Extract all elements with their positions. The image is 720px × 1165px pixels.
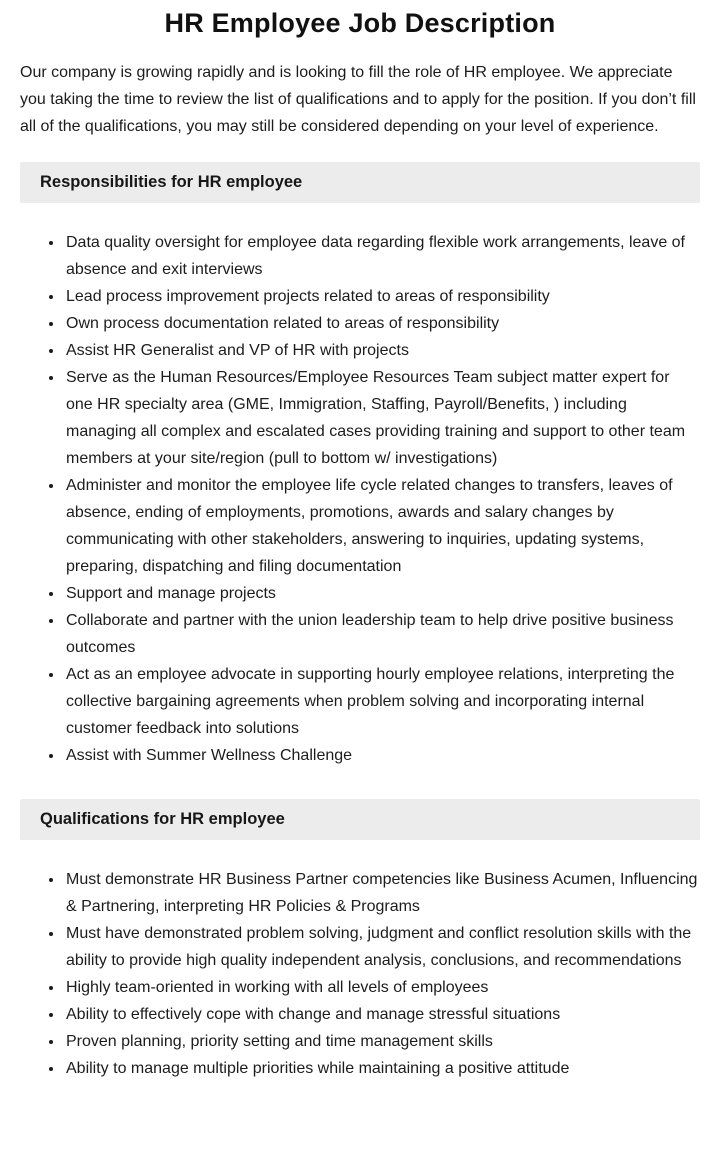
list-item: • Assist with Summer Wellness Challenge <box>64 742 700 769</box>
qualifications-list <box>20 866 700 1082</box>
list-item: • Own process documentation related to areas of responsibility <box>64 310 700 337</box>
list-item: • Highly team-oriented in working with all levels of employees <box>64 974 700 1001</box>
intro-paragraph: Our company is growing rapidly and is looking to fill the role of HR employee. We appreciate you taking the time to review the list of qualifications and to apply for the position. If you don’t fill all of the qualifications, you may still be considered depending on your level of experience. <box>20 64 696 135</box>
list-item: • Assist HR Generalist and VP of HR with projects <box>64 337 700 364</box>
list-item: • Support and manage projects <box>64 580 700 607</box>
list-item: • Administer and monitor the employee life cycle related changes to transfers, leaves of absence, ending of employments, promotions, awards and salary changes by communicating with other stakeholders, answering to inquiries, updating systems, preparing, dispatching and filing documentation <box>64 472 700 580</box>
list-item: • Collaborate and partner with the union leadership team to help drive positive business outcomes <box>64 607 700 661</box>
list-item: • Ability to manage multiple priorities while maintaining a positive attitude <box>64 1055 700 1082</box>
responsibilities-list <box>20 229 700 769</box>
list-item: • Data quality oversight for employee data regarding flexible work arrangements, leave of absence and exit interviews <box>64 229 700 283</box>
section-heading-qualifications: Qualifications for HR employee <box>20 799 700 840</box>
list-item: • Proven planning, priority setting and time management skills <box>64 1028 700 1055</box>
list-item: • Must demonstrate HR Business Partner competencies like Business Acumen, Influencing & Partnering, interpreting HR Policies & Programs <box>64 866 700 920</box>
list-item: • Must have demonstrated problem solving, judgment and conflict resolution skills with the ability to provide high quality independent analysis, conclusions, and recommendations <box>64 920 700 974</box>
list-item: • Serve as the Human Resources/Employee Resources Team subject matter expert for one HR specialty area (GME, Immigration, Staffing, Payroll/Benefits, ) including managing all complex and escalated cases providing training and support to other team members at your site/region (pull to bottom w/ investigations) <box>64 364 700 472</box>
list-item: • Act as an employee advocate in supporting hourly employee relations, interpreting the collective bargaining agreements when problem solving and incorporating internal customer feedback into solutions <box>64 661 700 742</box>
page-title: HR Employee Job Description <box>164 8 556 38</box>
list-item: • Ability to effectively cope with change and manage stressful situations <box>64 1001 700 1028</box>
section-heading-responsibilities: Responsibilities for HR employee <box>20 162 700 203</box>
list-item: • Lead process improvement projects related to areas of responsibility <box>64 283 700 310</box>
